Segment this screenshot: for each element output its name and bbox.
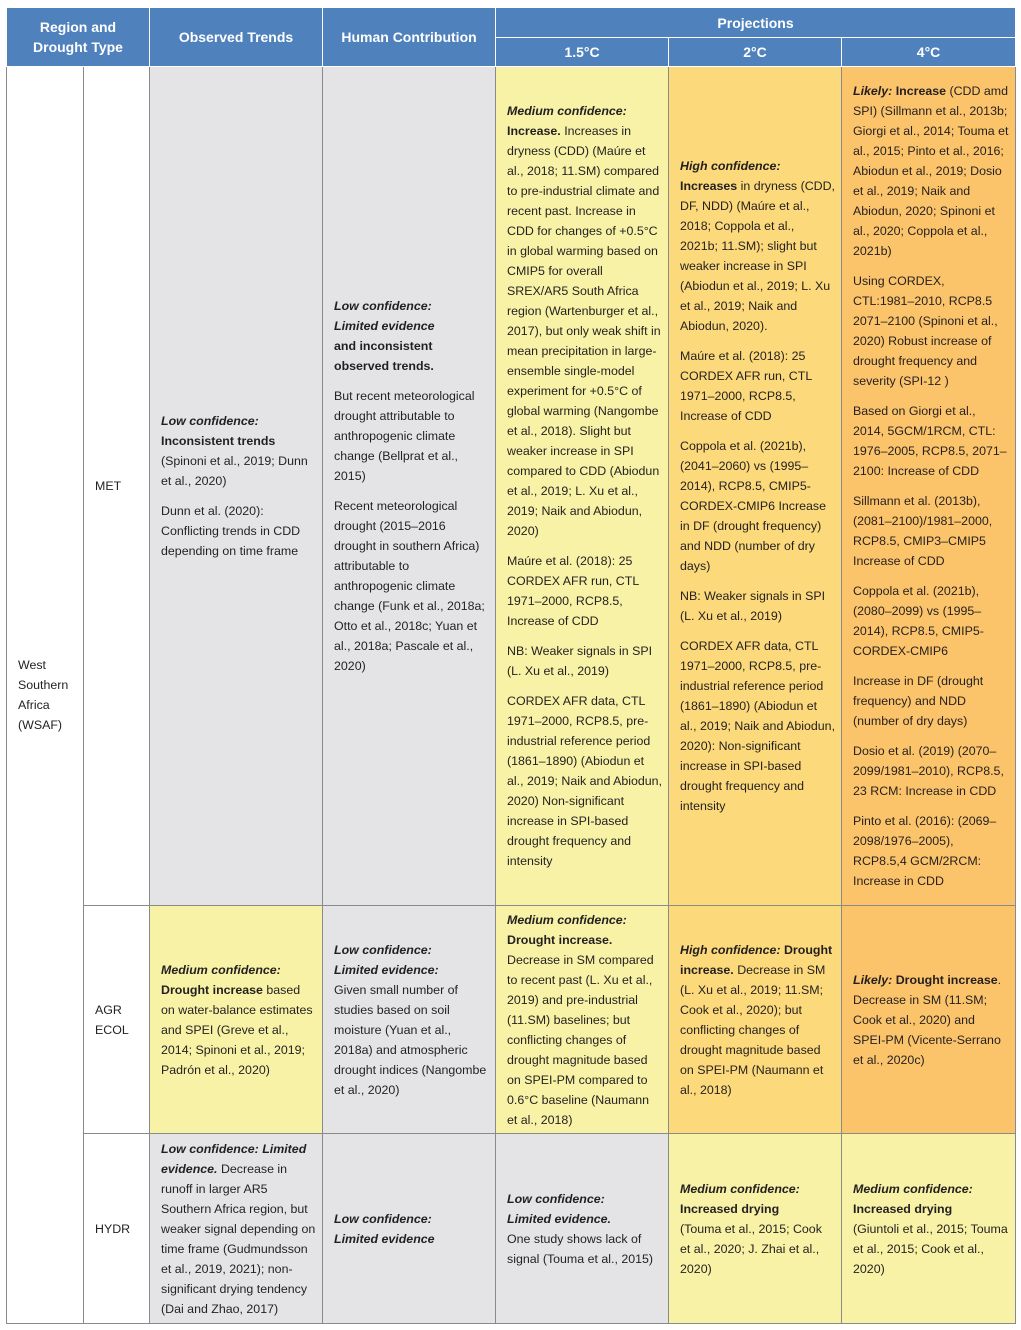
confidence-label: Low confidence: [334, 299, 432, 313]
description-text: based on water-balance estimates and SPEI (Greve et al., 2014; Spinoni et al., 2019; Padrón et al., 2020) [161, 982, 313, 1077]
confidence-label: Low confidence: Limited evidence. [161, 1141, 307, 1176]
drought-assessment-table [6, 7, 1016, 1324]
hydr-observed-cell [150, 1134, 323, 1324]
note-text: Coppola et al. (2021b), (2041–2060) vs (1995–2014), RCP8.5, CMIP5-CORDEX-CMIP6 Increase in DF (drought frequency) and NDD (number of dry days) [680, 439, 826, 573]
agr-human-cell [323, 906, 496, 1134]
description-text: in dryness (CDD, DF, NDD) (Maúre et al., 2018; Coppola et al., 2021b; 11.SM); slight but weaker increase in SPI (Abiodun et al., 2019; L. Xu et al., 2019; Naik and Abiodun, 2020). [680, 179, 835, 333]
confidence-label: Medium confidence: [507, 104, 627, 118]
hydr-projection-2c-cell [669, 1134, 842, 1324]
likelihood-label: Likely: [853, 84, 893, 98]
met-human-cell [323, 67, 496, 906]
description-text: (CDD amd SPI) (Sillmann et al., 2013b; Giorgi et al., 2014; Touma et al., 2015; Pinto et al., 2016; Abiodun et al., 2019; Dosio et al., 2019; Naik and Abiodun, 2020; Spinoni et al., 2020; Coppola et al., 2021b) [853, 84, 1009, 258]
region-cell: West Southern Africa (WSAF) [7, 67, 84, 1324]
evidence-label: Limited evidence [334, 319, 435, 333]
confidence-label: Medium confidence: [853, 1181, 973, 1196]
description-text: Given small number of studies based on soil moisture (Yuan et al., 2018a) and atmospheric drought indices (Nangombe et al., 2020) [334, 982, 487, 1097]
confidence-label: High confidence: [680, 942, 781, 957]
evidence-label: Limited evidence [334, 1231, 435, 1246]
description-text: Decrease in SM compared to recent past (L. Xu et al., 2019) and pre-industrial (11.SM) baselines; but conflicting changes of drought magnitude based on SPEI-PM compared to 0.6°C baseline (Naumann et al., 2018) [507, 952, 654, 1127]
hydr-projection-4c-cell [842, 1134, 1016, 1324]
met-projection-4c-cell [842, 67, 1016, 906]
description-text: One study shows lack of signal (Touma et al., 2015) [507, 1231, 654, 1266]
drought-assessment-table-container [6, 7, 1015, 1324]
drought-type-hydr: HYDR [84, 1134, 150, 1324]
note-text: Using CORDEX, CTL:1981–2010, RCP8.5 2071–2100 (Spinoni et al., 2020) Robust increase of drought frequency and severity (SPI-12 ) [853, 274, 998, 388]
confidence-label: Low confidence: [334, 1211, 432, 1226]
description-text: (Touma et al., 2015; Cook et al., 2020; J. Zhai et al., 2020) [680, 1221, 822, 1276]
note-text: Sillmann et al. (2013b), (2081–2100)/1981–2000, RCP8.5, CMIP3–CMIP5 Increase of CDD [853, 494, 993, 568]
description-text: . Decrease in SM (11.SM; Cook et al., 2020) and SPEI-PM (Vicente-Serrano et al., 2020c) [853, 972, 1002, 1067]
hydr-projection-1-5c-cell [496, 1134, 669, 1324]
note-text: Coppola et al. (2021b), (2080–2099) vs (1995–2014), RCP8.5, CMIP5-CORDEX-CMIP6 [853, 584, 984, 658]
hydr-human-cell [323, 1134, 496, 1324]
drought-type-label: AGR ECOL [95, 1002, 129, 1037]
likelihood-label: Likely: [853, 972, 893, 987]
confidence-label: Low confidence: [334, 942, 432, 957]
claim-label: Drought increase [895, 972, 998, 987]
note-text: CORDEX AFR data, CTL 1971–2000, RCP8.5, pre-industrial reference period (1861–1890) (Abiodun et al., 2019; Naik and Abiodun, 2020) Non-significant increase in SPI-based drought frequency and intensity [507, 694, 663, 868]
drought-type-met: MET [84, 67, 150, 906]
note-text: But recent meteorological drought attributable to anthropogenic climate change (Bellprat et al., 2015) [334, 389, 475, 483]
confidence-label: High confidence: [680, 159, 781, 173]
note-text: Dunn et al. (2020): Conflicting trends in CDD depending on time frame [161, 504, 301, 558]
header-projection-4c: 4°C [842, 38, 1016, 67]
agr-observed-cell [150, 906, 323, 1134]
claim-label: Drought increase. [680, 942, 833, 977]
claim-label: Increased drying [853, 1201, 953, 1216]
claim-label: Inconsistent trends [161, 434, 276, 448]
claim-label: Drought increase. [507, 932, 613, 947]
header-human-contribution: Human Contribution [323, 8, 496, 67]
confidence-label: Medium confidence: [161, 962, 281, 977]
confidence-label: Medium confidence: [507, 912, 627, 927]
description-text: (Giuntoli et al., 2015; Touma et al., 2015; Cook et al., 2020) [853, 1221, 1008, 1276]
met-projection-1-5c-cell [496, 67, 669, 906]
note-text: Recent meteorological drought (2015–2016 drought in southern Africa) attributable to anthropogenic climate change (Funk et al., 2018a; Otto et al., 2018c; Yuan et al., 2018a; Pascale et al., 2020) [334, 499, 485, 673]
note-text: Maúre et al. (2018): 25 CORDEX AFR run, CTL 1971–2000, RCP8.5, Increase of CDD [680, 349, 812, 423]
evidence-label: Limited evidence: [334, 962, 439, 977]
note-text: CORDEX AFR data, CTL 1971–2000, RCP8.5, pre-industrial reference period (1861–1890) (Abiodun et al., 2019; Naik and Abiodun, 2020): Non-significant increase in SPI-based drought frequency and intensity [680, 639, 836, 813]
claim-label: Increase [895, 84, 947, 98]
evidence-label: Limited evidence. [507, 1211, 611, 1226]
table-row-hydr [7, 1134, 1016, 1324]
note-text: Pinto et al. (2016): (2069–2098/1976–2005), RCP8.5,4 GCM/2RCM: Increase in CDD [853, 814, 997, 888]
note-text: Based on Giorgi et al., 2014, 5GCM/1RCM, CTL: 1976–2005, RCP8.5, 2071–2100: Increase of CDD [853, 404, 1007, 478]
drought-type-agr-ecol [84, 906, 150, 1134]
confidence-label: Low confidence: [507, 1191, 605, 1206]
references-text: (Spinoni et al., 2019; Dunn et al., 2020) [161, 454, 308, 488]
met-observed-cell [150, 67, 323, 906]
claim-label: Drought increase [161, 982, 263, 997]
claim-label: Increases [680, 179, 738, 193]
agr-projection-1-5c-cell [496, 906, 669, 1134]
description-text: Increases in dryness (CDD) (Maúre et al., 2018; 11.SM) compared to pre-industrial climate and recent past. Increase in CDD for changes of +0.5°C in global warming based on CMIP5 for overall SREX/AR5 South Africa region (Wartenburger et al., 2017), but only weak shift in mean precipitation in large-ensemble single-model experiment for +0.5°C of global warming (Nangombe et al., 2018). Slight but weaker increase in SPI compared to CDD (Abiodun et al., 2019; L. Xu et al., 2019; Naik and Abiodun, 2020) [507, 124, 661, 538]
table-row-agr-ecol [7, 906, 1016, 1134]
claim-label: Increase. [507, 124, 561, 138]
note-text: Dosio et al. (2019) (2070–2099/1981–2010), RCP8.5, 23 RCM: Increase in CDD [853, 744, 1004, 798]
table-row-met [7, 67, 1016, 906]
header-projection-1-5c: 1.5°C [496, 38, 669, 67]
met-projection-2c-cell [669, 67, 842, 906]
claim-label: Increased drying [680, 1201, 780, 1216]
header-region-drought-type: Region and Drought Type [7, 8, 150, 67]
description-text: Decrease in runoff in larger AR5 Southern Africa region, but weaker signal depending on time frame (Gudmundsson et al., 2019, 2021); non-significant drying tendency (Dai and Zhao, 2017) [161, 1161, 316, 1316]
header-projection-2c: 2°C [669, 38, 842, 67]
header-projections: Projections [496, 8, 1016, 38]
agr-projection-2c-cell [669, 906, 842, 1134]
note-text: Increase in DF (drought frequency) and NDD (number of dry days) [853, 674, 984, 728]
note-text: NB: Weaker signals in SPI (L. Xu et al., 2019) [680, 589, 826, 623]
confidence-label: Low confidence: [161, 414, 259, 428]
header-observed-trends: Observed Trends [150, 8, 323, 67]
description-text: Decrease in SM (L. Xu et al., 2019; 11.SM; Cook et al., 2020); but conflicting changes of drought magnitude based on SPEI-PM (Naumann et al., 2018) [680, 962, 826, 1097]
claim-label: and inconsistent observed trends. [334, 339, 434, 373]
confidence-label: Medium confidence: [680, 1181, 800, 1196]
agr-projection-4c-cell [842, 906, 1016, 1134]
note-text: NB: Weaker signals in SPI (L. Xu et al., 2019) [507, 644, 653, 678]
note-text: Maúre et al. (2018): 25 CORDEX AFR run, CTL 1971–2000, RCP8.5, Increase of CDD [507, 554, 639, 628]
